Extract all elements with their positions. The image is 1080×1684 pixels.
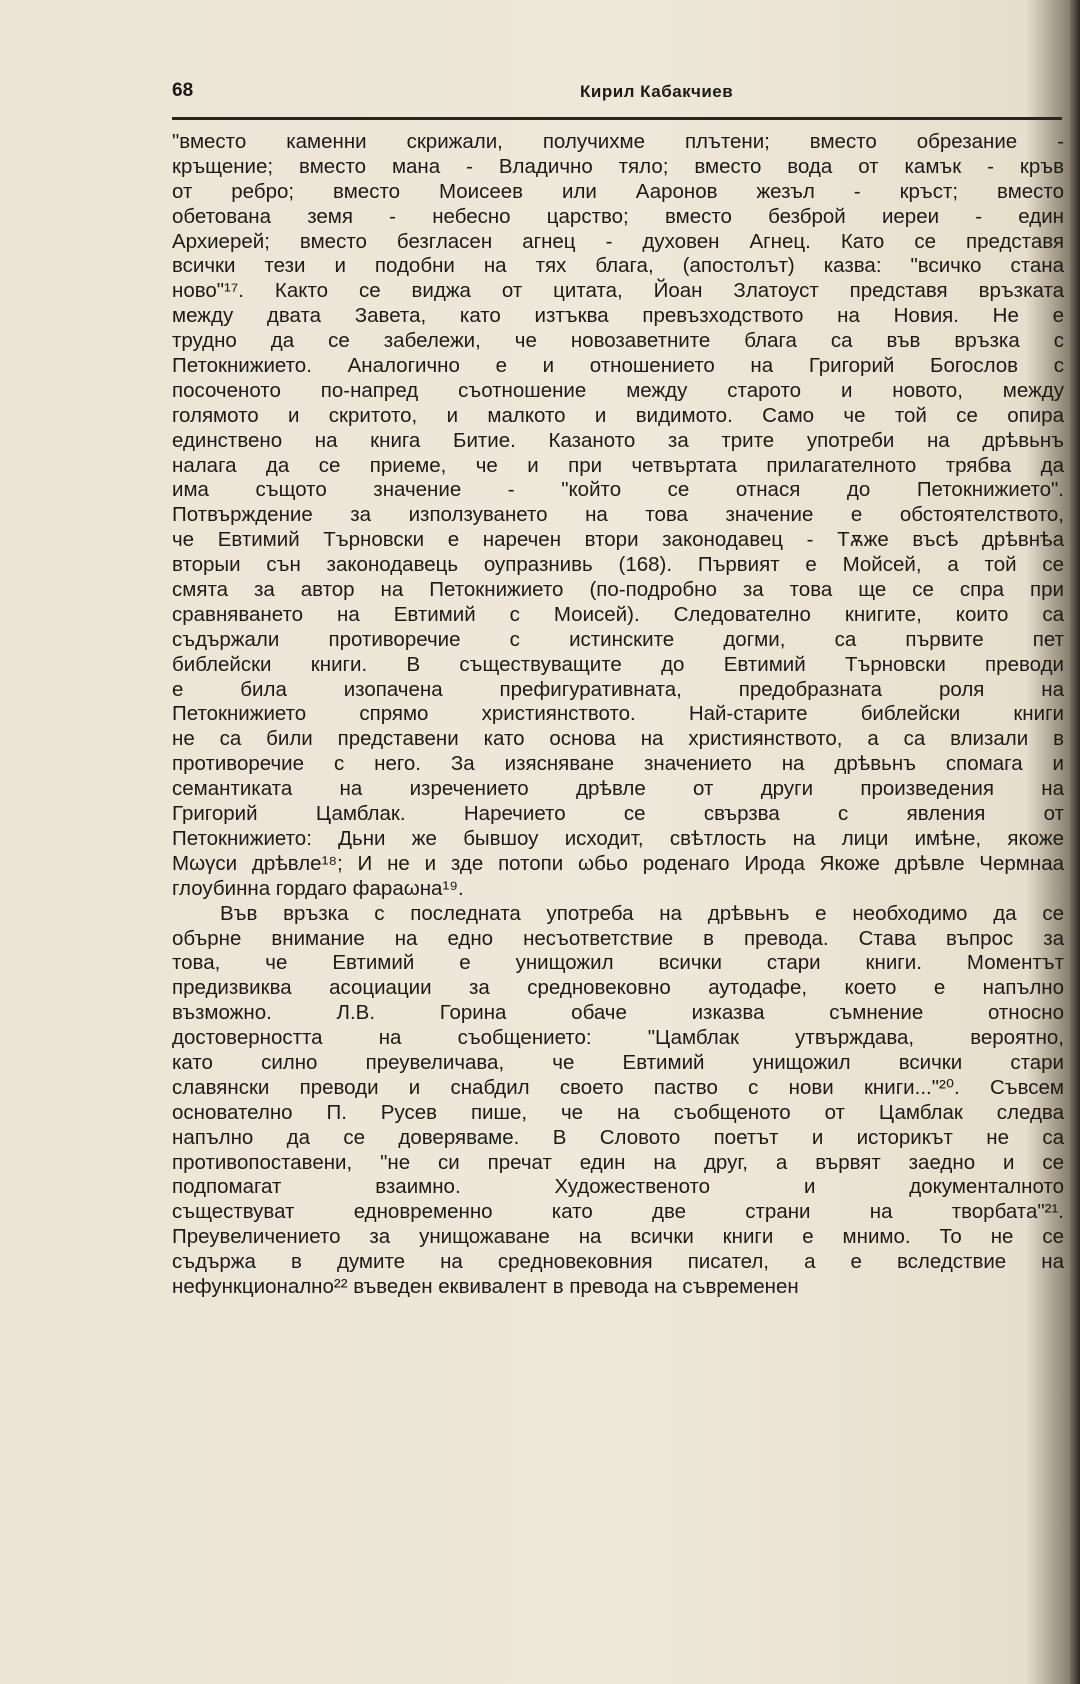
text-line: има същото значение - "който се отнася до Петокнижието". [172, 478, 1064, 502]
text-line: Петокнижието спрямо християнството. Най-старите библейски книги [172, 702, 1064, 726]
text-line: голямото и скритото, и малкото и видимото. Само че той се опира [172, 403, 1064, 427]
text-line: е била изопачена префигуративната, предобразната роля на [172, 677, 1064, 701]
text-line: подпомагат взаимно. Художественото и документалното [172, 1175, 1064, 1199]
text-line: Потвърждение за използуването на това значение е обстоятелството, [172, 503, 1064, 527]
text-line: обърне внимание на едно несъответствие в превода. Става въпрос за [172, 926, 1064, 950]
text-line: сравняването на Евтимий с Моисей). Следователно книгите, които са [172, 602, 1064, 626]
text-line: смята за автор на Петокнижието (по-подробно за това ще се спра при [172, 578, 1064, 602]
text-line: като силно преувеличава, че Евтимий унищожил всички стари [172, 1050, 1064, 1074]
body-text [172, 130, 1064, 1300]
text-line: семантиката на изречението дрѣвле от други произведения на [172, 777, 1064, 801]
text-line: Във връзка с последната употреба на дрѣвьнъ е необходимо да се [220, 901, 1064, 925]
text-line: трудно да се забележи, че новозаветните блага са във връзка с [172, 329, 1064, 353]
text-line: Петокнижието: Дьни же бывшоу исходит, свѣтлость на лици имѣне, якоже [172, 826, 1064, 850]
header-rule [172, 117, 1062, 120]
text-line: глоубинна гордаго фараωна¹⁹. [172, 876, 464, 900]
text-line: налага да се приеме, че и при четвъртата прилагателното трябва да [172, 453, 1064, 477]
text-line: съдържали противоречие с истинските догми, са първите пет [172, 627, 1064, 651]
text-line: не са били представени като основа на християнството, а са влизали в [172, 727, 1064, 751]
text-line: кръщение; вместо мана - Владично тяло; вместо вода от камък - кръв [172, 154, 1064, 178]
text-line: между двата Завета, като изтъква превъзходството на Новия. Не е [172, 304, 1064, 328]
text-line: обетована земя - небесно царство; вместо безброй иереи - един [172, 204, 1064, 228]
text-line: Мωγси дрѣвле¹⁸; И не и зде потопи ωбьо роденаго Ирода Якоже дрѣвле Чермнаа [172, 851, 1064, 875]
text-line: единствено на книга Битие. Казаното за трите употреби на дрѣвьнъ [172, 428, 1064, 452]
text-line: противоречие с него. За изясняване значението на дрѣвьнъ спомага и [172, 752, 1064, 776]
text-line: достоверността на съобщението: "Цамблак утвърждава, вероятно, [172, 1026, 1064, 1050]
text-line: съдържа в думите на средновековния писател, а е вследствие на [172, 1250, 1064, 1274]
text-line: предизвиква асоциации за средновековно аутодафе, което е напълно [172, 976, 1064, 1000]
text-line: славянски преводи и снабдил своето паство с нови книги..."²⁰. Съвсем [172, 1075, 1064, 1099]
text-line: противопоставени, "не си пречат един на друг, а вървят заедно и се [172, 1150, 1064, 1174]
text-line: Григорий Цамблак. Наречието се свързва с явления от [172, 802, 1064, 826]
page-edge-shadow [1070, 0, 1080, 1684]
text-line: нефункционално²² въведен еквивалент в превода на съвременен [172, 1274, 799, 1298]
text-line: библейски книги. В съществуващите до Евтимий Търновски преводи [172, 652, 1064, 676]
text-line: посоченото по-напред съотношение между старото и новото, между [172, 378, 1064, 402]
running-head: Кирил Кабакчиев [580, 82, 734, 101]
text-line: съществуват едновременно като две страни на творбата"²¹. [172, 1200, 1064, 1224]
text-line: вторыи сън законодавець оупразнивь (168). Първият е Мойсей, а той се [172, 553, 1064, 577]
text-line: основателно П. Русев пише, че на съобщеното от Цамблак следва [172, 1100, 1064, 1124]
text-line: Архиерей; вместо безгласен агнец - духовен Агнец. Като се представя [172, 229, 1064, 253]
text-line: това, че Евтимий е унищожил всички стари книги. Моментът [172, 951, 1064, 975]
text-line: Петокнижието. Аналогично е и отношението на Григорий Богослов с [172, 354, 1064, 378]
text-line: напълно да се доверяваме. В Словото поетът и историкът не са [172, 1125, 1064, 1149]
text-line: всички тези и подобни на тях блага, (апостолът) казва: "всичко стана [172, 254, 1064, 278]
text-line: Преувеличението за унищожаване на всички книги е мнимо. То не се [172, 1225, 1064, 1249]
text-line: че Евтимий Търновски е наречен втори законодавец - Тѫже въсѣ дрѣвнѣа [172, 528, 1064, 552]
text-line: възможно. Л.В. Горина обаче изказва съмнение относно [172, 1001, 1064, 1025]
text-line: от ребро; вместо Моисеев или Ааронов жезъл - кръст; вместо [172, 179, 1064, 203]
text-line: ново"¹⁷. Както се виджа от цитата, Йоан Златоуст представя връзката [172, 279, 1064, 303]
page-number: 68 [172, 80, 194, 101]
page-header [172, 76, 1062, 112]
text-line: "вместо каменни скрижали, получихме плътени; вместо обрезание - [172, 130, 1064, 153]
